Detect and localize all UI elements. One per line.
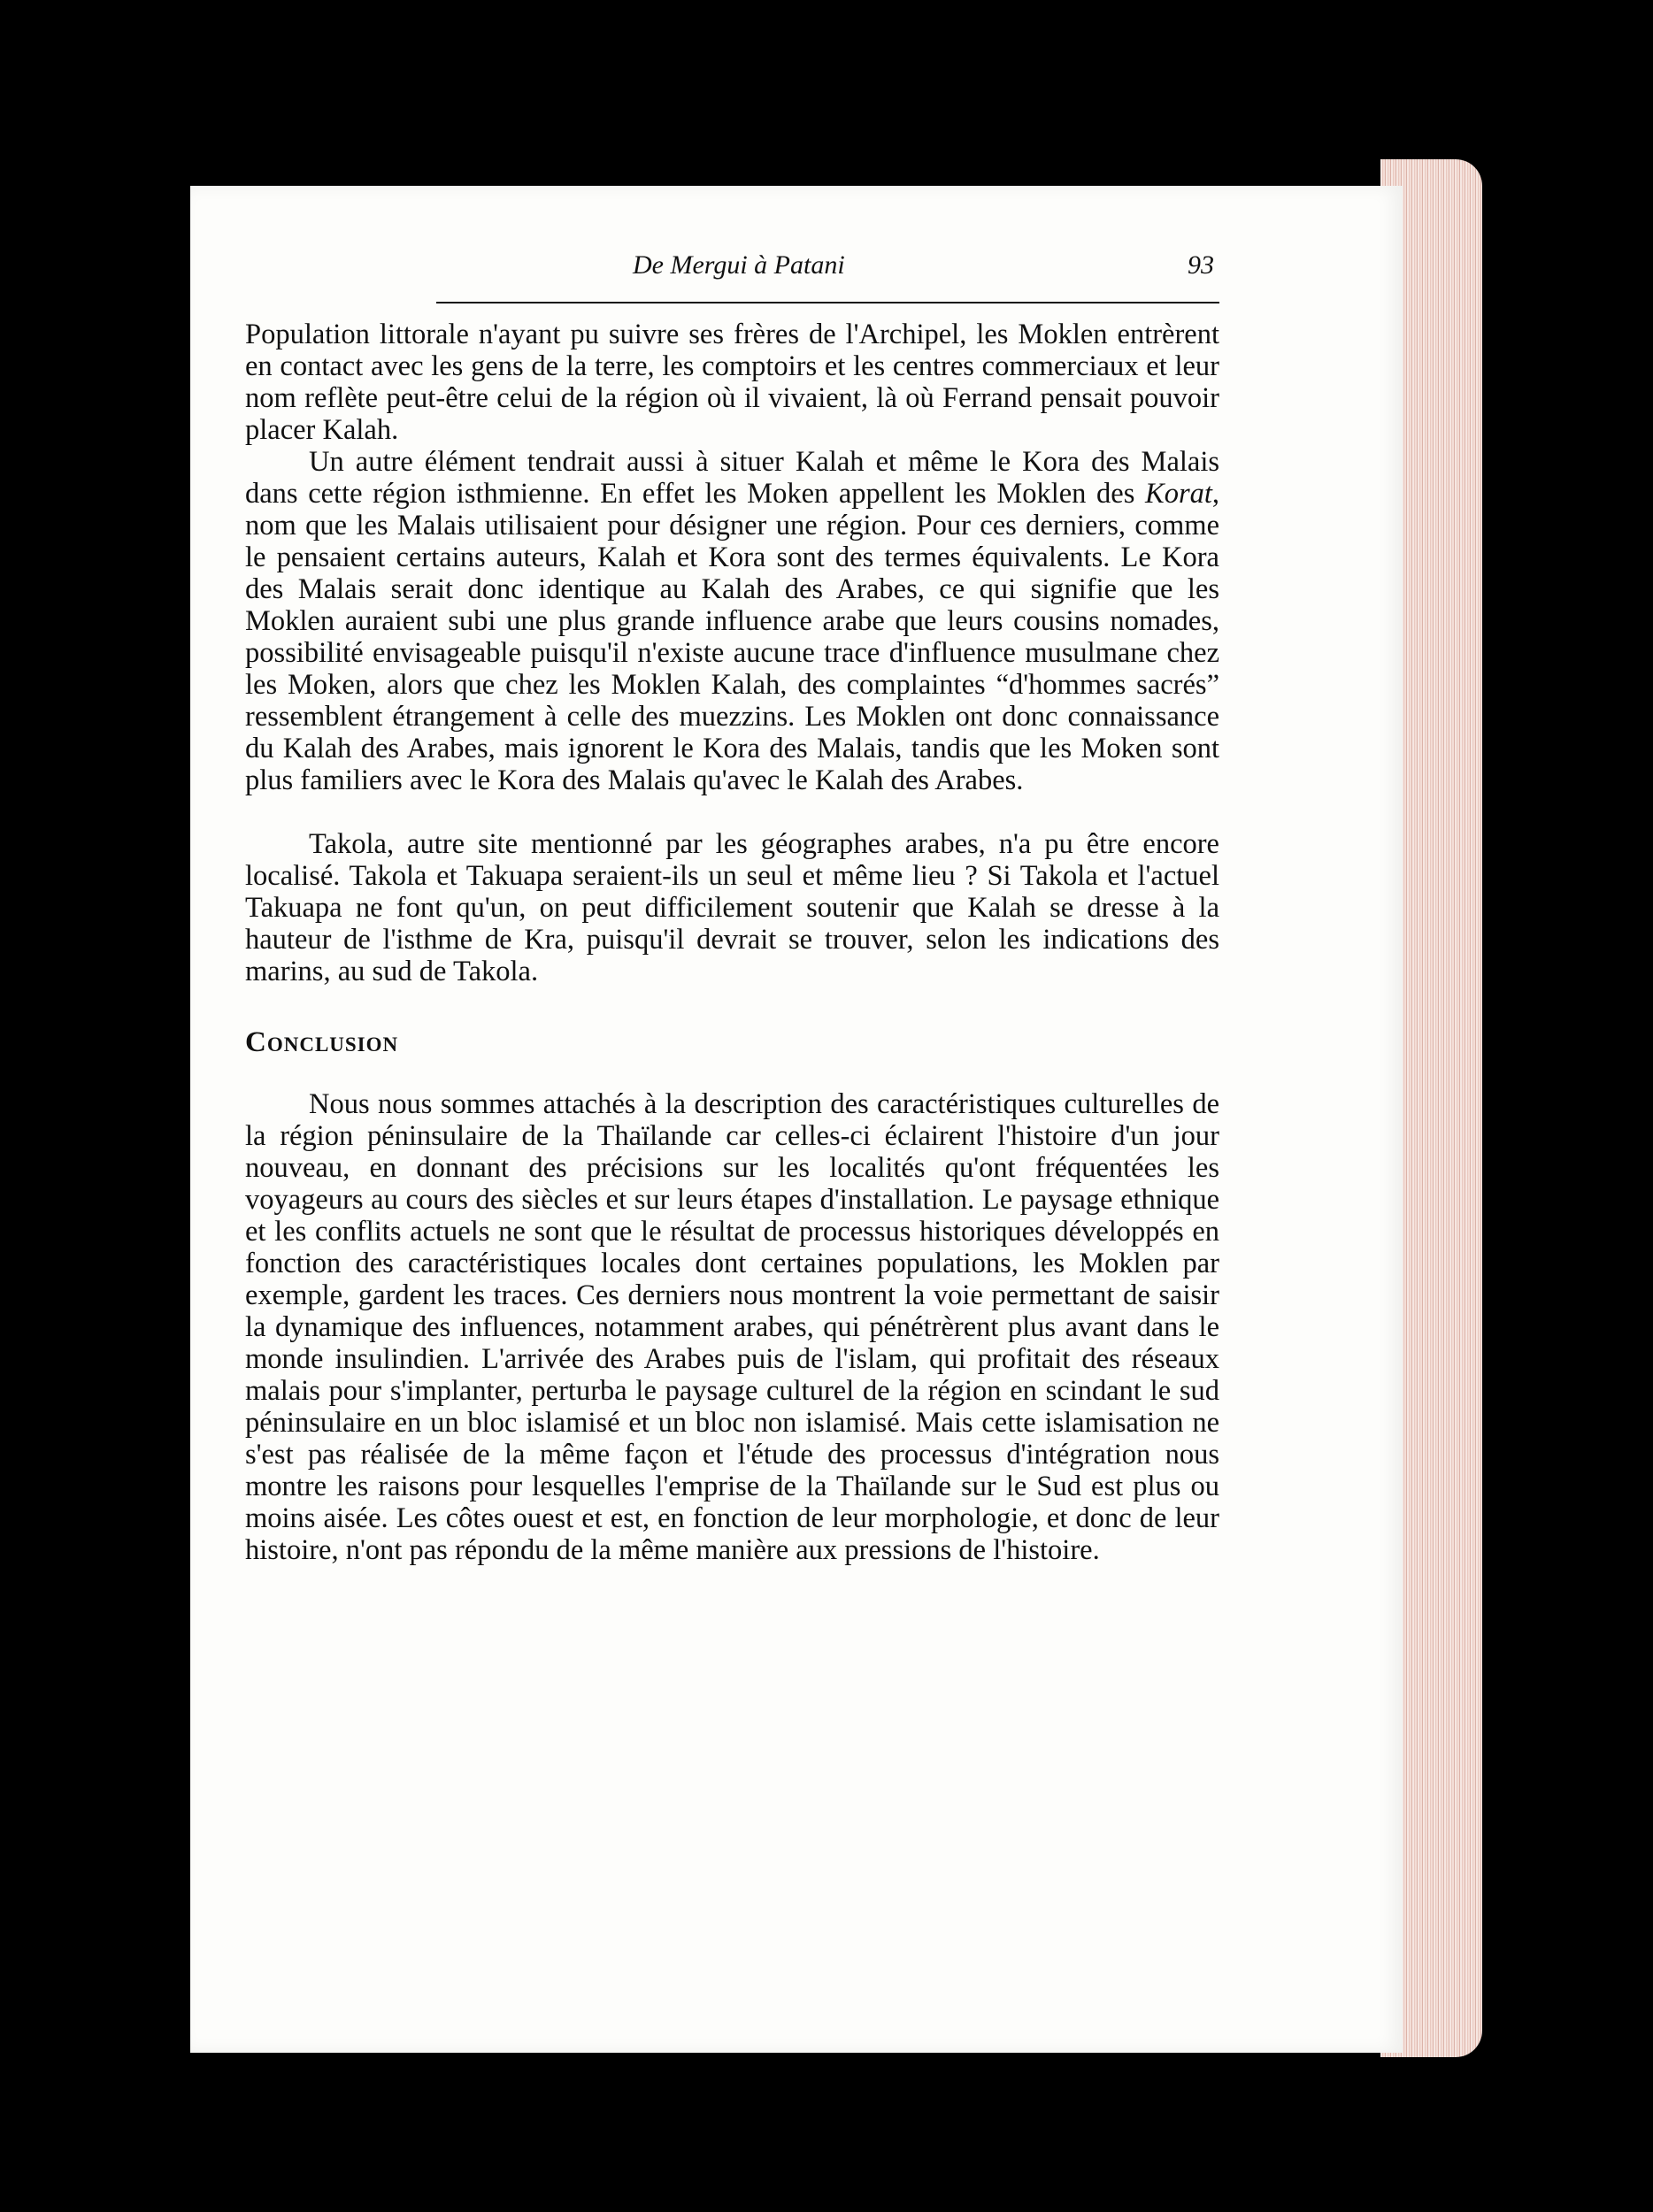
section-heading: Conclusion — [245, 1026, 399, 1058]
paragraph-2-italic-term: Korat — [1145, 478, 1212, 510]
running-title: De Mergui à Patani — [633, 250, 845, 280]
page-number: 93 — [1188, 250, 1214, 280]
running-header — [436, 250, 1219, 303]
paragraph-2 — [245, 446, 1219, 796]
paragraph-2-text-b: , nom que les Malais utilisaient pour désigner une région. Pour ces derniers, comme le pensaient certains auteurs, Kalah et Kora sont des termes équivalents. Le Kora des Malais serait donc identique au Kalah des Arabes, ce qui signifie que les Moklen auraient subi une plus grande influence arabe que leurs cousins nomades, possibilité envisageable puisqu'il n'existe aucune trace d'influence musulmane chez les Moken, alors que chez les Moklen Kalah, des complaintes “d'hommes sacrés” ressemblent étrangement à celle des muezzins. Les Moklen ont donc connaissance du Kalah des Arabes, mais ignorent le Kora des Malais, tandis que les Moken sont plus familiers avec le Kora des Malais qu'avec le Kalah des Arabes. — [245, 478, 1219, 796]
paragraph-2-text-a: Un autre élément tendrait aussi à situer Kalah et même le Kora des Malais dans cette région isthmienne. En effet les Moken appellent les Moklen des — [245, 446, 1219, 510]
paragraph-3: Takola, autre site mentionné par les géographes arabes, n'a pu être encore localisé. Takola et Takuapa seraient-ils un seul et même lieu ? Si Takola et l'actuel Takuapa ne font qu'un, on peut difficilement soutenir que Kalah se dresse à la hauteur de l'isthme de Kra, puisqu'il devrait se trouver, selon les indications des marins, au sud de Takola. — [245, 828, 1219, 987]
paragraph-4: Nous nous sommes attachés à la description des caractéristiques culturelles de la région péninsulaire de la Thaïlande car celles-ci éclairent l'histoire d'un jour nouveau, en donnant des précisions sur les localités qu'ont fréquentées les voyageurs au cours des siècles et sur leurs étapes d'installation. Le paysage ethnique et les conflits actuels ne sont que le résultat de processus historiques développés en fonction des caractéristiques locales dont certaines populations, les Moklen par exemple, gardent les traces. Ces derniers nous montrent la voie permettant de saisir la dynamique des influences, notamment arabes, qui pénétrèrent plus avant dans le monde insulindien. L'arrivée des Arabes puis de l'islam, qui profitait des réseaux malais pour s'implanter, perturba le paysage culturel de la région en scindant le sud péninsulaire en un bloc islamisé et un bloc non islamisé. Mais cette islamisation ne s'est pas réalisée de la même façon et l'étude des processus d'intégration nous montre les raisons pour lesquelles l'emprise de la Thaïlande sur le Sud est plus ou moins aisée. Les côtes ouest et est, en fonction de leur morphologie, et donc de leur histoire, n'ont pas répondu de la même manière aux pressions de l'histoire. — [245, 1088, 1219, 1566]
paragraph-1: Population littorale n'ayant pu suivre ses frères de l'Archipel, les Moklen entrèrent en contact avec les gens de la terre, les comptoirs et les centres commerciaux et leur nom reflète peut-être celui de la région où il vivaient, là où Ferrand pensait pouvoir placer Kalah. — [245, 319, 1219, 446]
body-text — [245, 319, 1219, 1566]
